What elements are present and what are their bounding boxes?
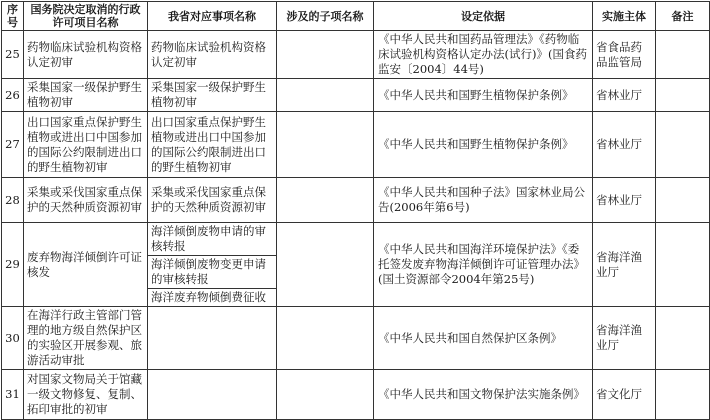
table-row xyxy=(2,112,710,178)
header-remark: 备注 xyxy=(656,2,710,31)
row-number: 31 xyxy=(2,370,24,420)
sub-item-name xyxy=(277,370,374,420)
state-item-name: 废弃物海洋倾倒许可证核发 xyxy=(24,223,148,307)
header-basis: 设定依据 xyxy=(374,2,593,31)
sub-item-name xyxy=(277,178,374,223)
remark xyxy=(656,178,710,223)
state-item-name: 在海洋行政主管部门管理的地方级自然保护区的实验区开展参观、旅游活动审批 xyxy=(24,307,148,370)
legal-basis: 《中华人民共和国自然保护区条例》 xyxy=(374,307,593,370)
implementing-dept: 省文化厅 xyxy=(593,370,656,420)
sub-item-name xyxy=(277,31,374,79)
row-number: 30 xyxy=(2,307,24,370)
row-number: 25 xyxy=(2,31,24,79)
province-item-name: 海洋倾倒废物变更申请的审核转报 xyxy=(148,256,277,289)
implementing-dept: 省海洋渔业厅 xyxy=(593,223,656,307)
legal-basis: 《中华人民共和国种子法》国家林业局公告(2006年第6号) xyxy=(374,178,593,223)
implementing-dept: 省林业厅 xyxy=(593,79,656,112)
table-row xyxy=(2,178,710,223)
remark xyxy=(656,223,710,307)
table-row xyxy=(2,223,710,256)
header-province-item: 我省对应事项名称 xyxy=(148,2,277,31)
province-item-name: 出口国家重点保护野生植物或进出口中国参加的国际公约限制进出口的野生植物初审 xyxy=(148,112,277,178)
table-row xyxy=(2,31,710,79)
row-number: 26 xyxy=(2,79,24,112)
implementing-dept: 省海洋渔业厅 xyxy=(593,307,656,370)
sub-item-name xyxy=(277,223,374,307)
table-header-row xyxy=(2,2,710,31)
implementing-dept: 省林业厅 xyxy=(593,112,656,178)
row-number: 28 xyxy=(2,178,24,223)
province-item-name: 采集国家一级保护野生植物初审 xyxy=(148,79,277,112)
state-item-name: 药物临床试验机构资格认定初审 xyxy=(24,31,148,79)
implementing-dept: 省林业厅 xyxy=(593,178,656,223)
province-item-name: 海洋倾倒废物申请的审核转报 xyxy=(148,223,277,256)
province-item-name xyxy=(148,307,277,370)
row-number: 29 xyxy=(2,223,24,307)
legal-basis: 《中华人民共和国文物保护法实施条例》 xyxy=(374,370,593,420)
header-no: 序号 xyxy=(2,2,24,31)
table-row xyxy=(2,370,710,420)
sub-item-name xyxy=(277,307,374,370)
legal-basis: 《中华人民共和国海洋环境保护法》《委托签发废弃物海洋倾倒许可证管理办法》(国土资源部令2004年第25号) xyxy=(374,223,593,307)
sub-item-name xyxy=(277,79,374,112)
state-item-name: 采集或采伐国家重点保护的天然种质资源初审 xyxy=(24,178,148,223)
remark xyxy=(656,79,710,112)
state-item-name: 对国家文物局关于馆藏一级文物修复、复制、拓印审批的初审 xyxy=(24,370,148,420)
province-item-name: 海洋废弃物倾倒费征收 xyxy=(148,289,277,307)
state-item-name: 出口国家重点保护野生植物或进出口中国参加的国际公约限制进出口的野生植物初审 xyxy=(24,112,148,178)
state-item-name: 采集国家一级保护野生植物初审 xyxy=(24,79,148,112)
province-item-name: 药物临床试验机构资格认定初审 xyxy=(148,31,277,79)
row-number: 27 xyxy=(2,112,24,178)
header-dept: 实施主体 xyxy=(593,2,656,31)
license-items-table xyxy=(1,1,710,420)
remark xyxy=(656,31,710,79)
province-item-name xyxy=(148,370,277,420)
header-sub-item: 涉及的子项名称 xyxy=(277,2,374,31)
remark xyxy=(656,307,710,370)
table-row xyxy=(2,79,710,112)
table-row xyxy=(2,307,710,370)
header-state-item: 国务院决定取消的行政许可项目名称 xyxy=(24,2,148,31)
remark xyxy=(656,112,710,178)
implementing-dept: 省食品药品监管局 xyxy=(593,31,656,79)
sub-item-name xyxy=(277,112,374,178)
remark xyxy=(656,370,710,420)
legal-basis: 《中华人民共和国药品管理法》《药物临床试验机构资格认定办法(试行)》(国食药监安〔2004〕44号) xyxy=(374,31,593,79)
province-item-name: 采集或采伐国家重点保护的天然种质资源初审 xyxy=(148,178,277,223)
legal-basis: 《中华人民共和国野生植物保护条例》 xyxy=(374,112,593,178)
legal-basis: 《中华人民共和国野生植物保护条例》 xyxy=(374,79,593,112)
